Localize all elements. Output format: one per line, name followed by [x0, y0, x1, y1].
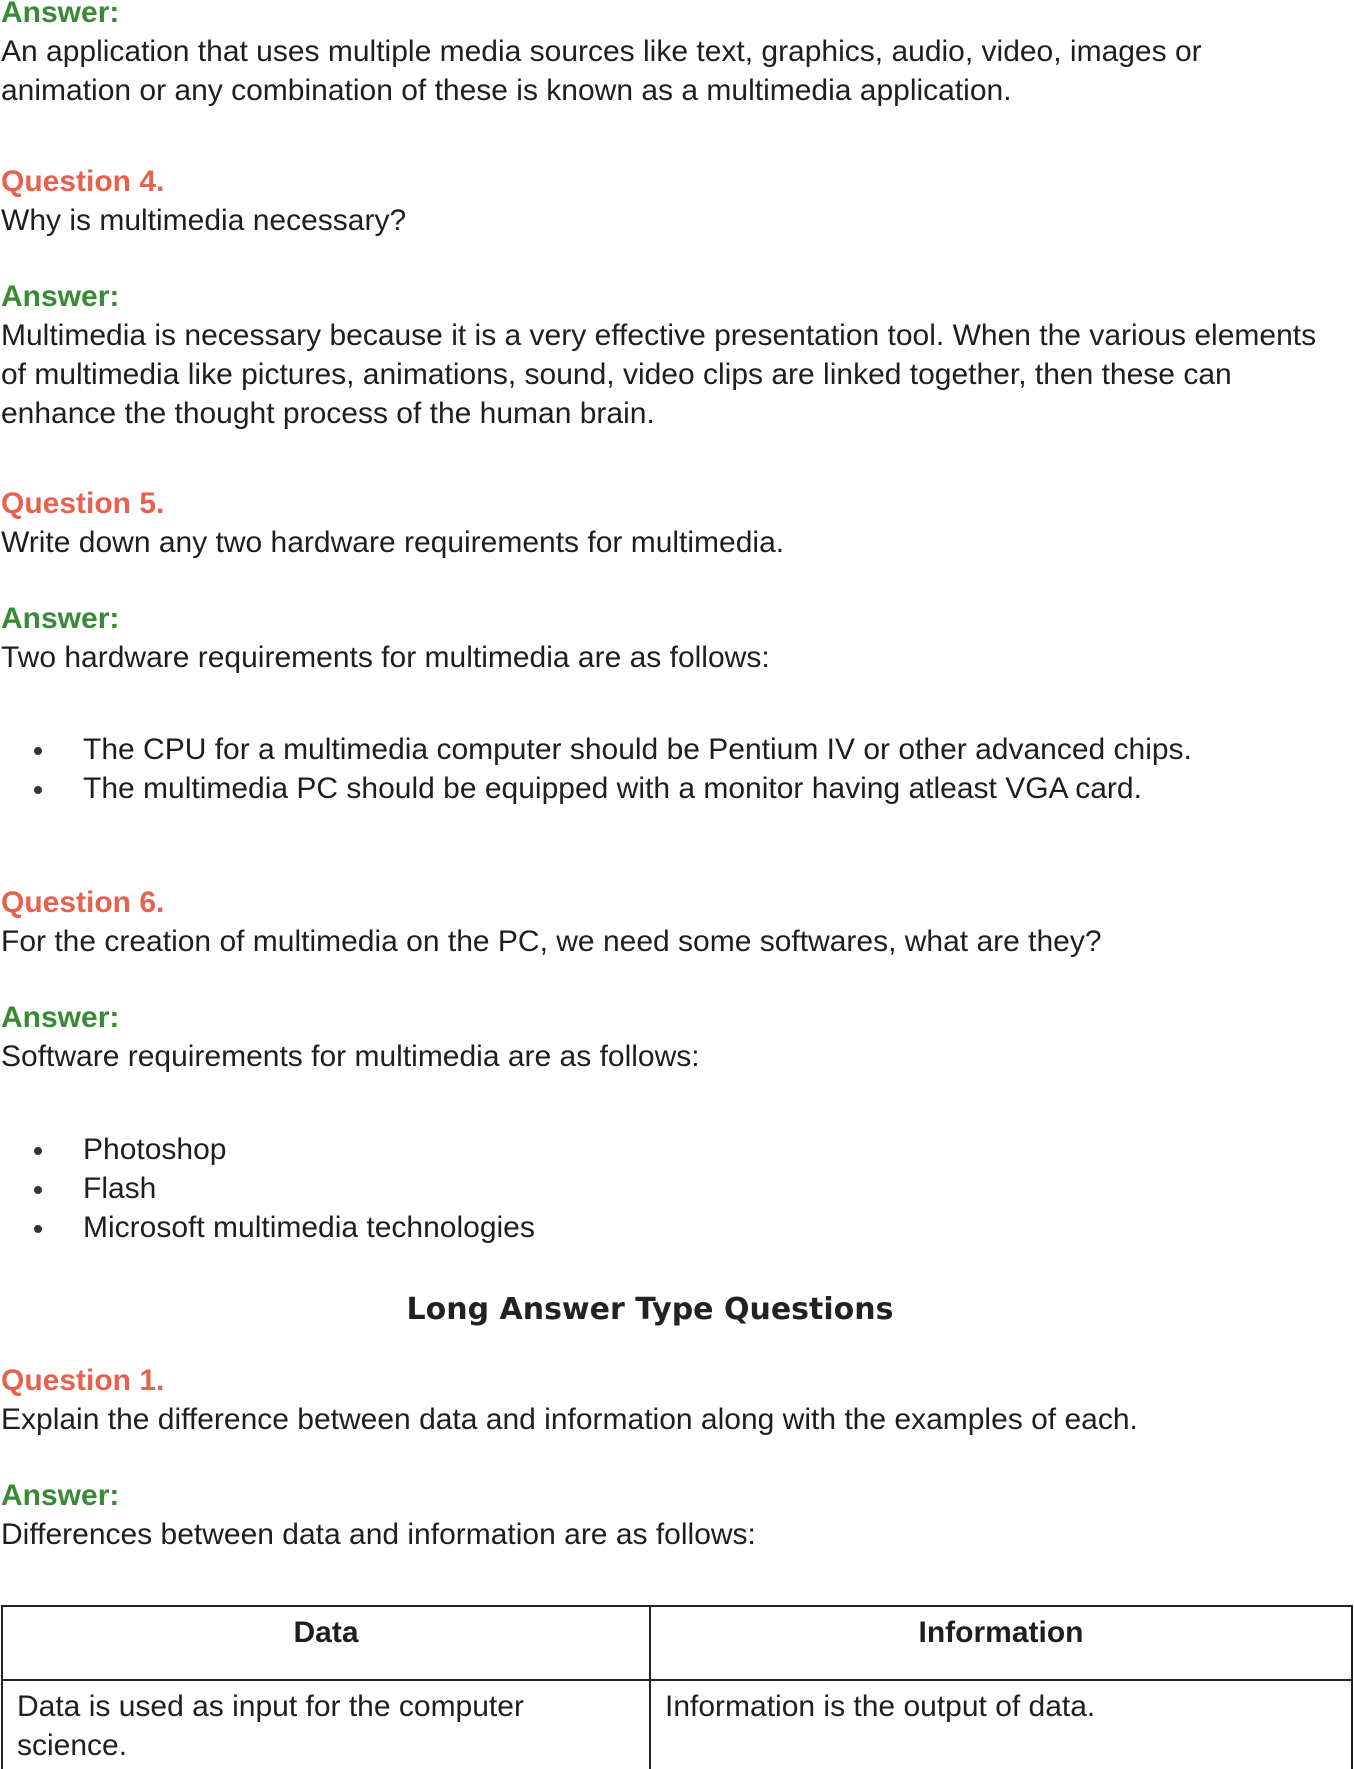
bullet-icon [34, 747, 42, 755]
answer-text: Software requirements for multimedia are as follows: [1, 1040, 700, 1073]
list-item: Photoshop [0, 1130, 1340, 1169]
list-item: Flash [0, 1169, 1340, 1208]
answer-label: Answer: [1, 280, 120, 313]
question-text: Explain the difference between data and information along with the examples of each. [1, 1403, 1138, 1436]
question-text: Why is multimedia necessary? [1, 204, 407, 237]
answer-text: Multimedia is necessary because it is a very effective presentation tool. When the various elements of multimedia like pictures, animations, sound, video clips are linked together, then these can enhance the thought process of the human brain. [1, 319, 1317, 430]
table-header-row [2, 1606, 1352, 1680]
question-label: Question 1. [1, 1364, 165, 1397]
answer-text: Two hardware requirements for multimedia are as follows: [1, 641, 770, 674]
question-label: Question 5. [1, 487, 165, 520]
data-vs-information-table [1, 1605, 1353, 1769]
answer-label: Answer: [1, 1479, 120, 1512]
software-requirements-list [0, 1130, 1340, 1247]
question-label: Question 6. [1, 886, 165, 919]
hardware-requirements-list [0, 730, 1340, 808]
section-heading: Long Answer Type Questions [406, 1292, 894, 1327]
list-item: The multimedia PC should be equipped with a monitor having atleast VGA card. [0, 769, 1340, 808]
table-cell: Information is the output of data. [650, 1680, 1352, 1769]
answer-label: Answer: [1, 1001, 120, 1034]
column-header-information: Information [650, 1606, 1352, 1680]
question-text: Write down any two hardware requirements for multimedia. [1, 526, 785, 559]
list-item: Microsoft multimedia technologies [0, 1208, 1340, 1247]
column-header-data: Data [2, 1606, 650, 1680]
bullet-icon [34, 1186, 42, 1194]
bullet-icon [34, 786, 42, 794]
question-text: For the creation of multimedia on the PC, we need some softwares, what are they? [1, 925, 1102, 958]
list-item: The CPU for a multimedia computer should be Pentium IV or other advanced chips. [0, 730, 1243, 769]
bullet-icon [34, 1225, 42, 1233]
table-cell: Data is used as input for the computer science. [2, 1680, 650, 1769]
answer-label: Answer: [1, 602, 120, 635]
question-label: Question 4. [1, 165, 165, 198]
answer-text: Differences between data and information are as follows: [1, 1518, 756, 1551]
answer-label: Answer: [1, 0, 120, 29]
table-row [2, 1680, 1352, 1769]
bullet-icon [34, 1147, 42, 1155]
answer-text: An application that uses multiple media sources like text, graphics, audio, video, images or animation or any combination of these is known as a multimedia application. [1, 35, 1202, 107]
